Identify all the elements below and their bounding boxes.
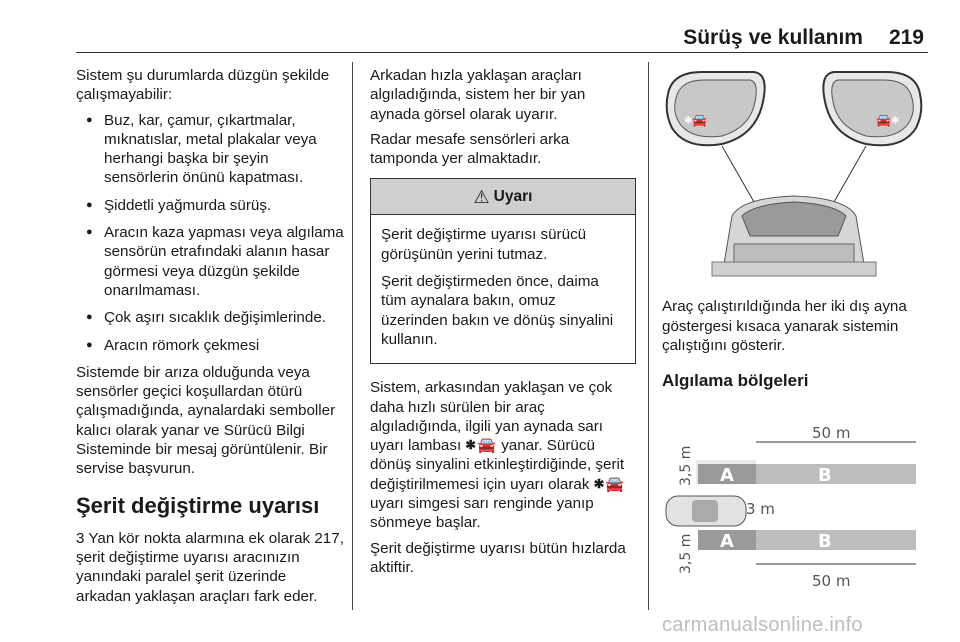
lane-width-bottom: 3,5 m: [678, 534, 694, 575]
figure-caption: Araç çalıştırıldığında her iki dış ayna göstergesi kısaca yanarak sistemin çalıştığını gösterir.: [662, 298, 907, 354]
intro-text: Sistem şu durumlarda düzgün şekilde çalışmayabilir:: [76, 67, 330, 104]
lane-width-top: 3,5 m: [678, 446, 694, 487]
zone-b-bottom: B: [818, 531, 832, 553]
warning-body: [371, 215, 635, 363]
lane-change-warning-icon: 🞷🚘: [465, 437, 497, 455]
warning-text-2: Şerit değiştirmeden önce, daima tüm aynalara bakın, omuz üzerinden bakın ve dönüş sinyalini kullanın.: [381, 273, 614, 348]
list-item: ● Çok aşırı sıcaklık değişimlerinde.: [76, 308, 344, 327]
warning-box: [370, 178, 636, 364]
warning-triangle-icon: ⚠: [473, 186, 490, 207]
warning-header: [371, 179, 635, 215]
gap-label: 3 m: [746, 500, 775, 519]
top-distance-label: 50 m: [812, 424, 851, 443]
reference-arrow-icon: 3: [76, 529, 85, 547]
detection-zones-heading: Algılama bölgeleri: [662, 371, 809, 391]
paragraph-warn-mirror: Arkadan hızla yaklaşan araçları algıladığında, sistem her bir yan aynada görsel olarak uyarır.: [370, 67, 586, 123]
zone-a-bottom: A: [720, 531, 734, 553]
zone-a-top: A: [720, 465, 734, 487]
page-header: [683, 26, 924, 50]
header-rule: [76, 52, 928, 53]
paragraph-speed: Şerit değiştirme uyarısı bütün hızlarda aktiftir.: [370, 539, 626, 576]
warning-title: Uyarı: [493, 188, 533, 206]
list-item: ● Şiddetli yağmurda sürüş.: [76, 196, 344, 215]
column-divider-1: [352, 62, 353, 610]
detection-zones-diagram: [662, 402, 918, 612]
column-2: [370, 66, 636, 583]
bottom-distance-label: 50 m: [812, 572, 851, 591]
zone-b-top: B: [818, 465, 832, 487]
fault-text: Sistemde bir arıza olduğunda veya sensörler geçici koşullardan ötürü çalışmadığında, aynalardaki semboller kalıcı olarak yanar ve Sürücü Bilgi Sisteminde bir mesaj görüntülenir. Bir servise başvurun.: [76, 363, 336, 478]
list-item: ● Aracın kaza yapması veya algılama sensörün etrafındaki alanın hasar görmesi veya düzgün şekilde onarılmaması.: [76, 223, 344, 300]
lca-text: Yan kör nokta alarmına ek olarak 217, şerit değiştirme uyarısı aracınızın yanındaki paralel şerit üzerinde arkadan yaklaşan araçları fark eder.: [76, 529, 344, 605]
list-item: ● Buz, kar, çamur, çıkartmalar, mıknatıslar, metal plakalar veya herhangi başka bir şeyin sensörlerin önünü kapatması.: [76, 111, 344, 188]
lane-change-warning-icon: 🞷🚘: [593, 475, 626, 493]
column-3: [662, 66, 932, 618]
svg-text:🞷🚘: 🞷🚘: [684, 113, 708, 127]
page-number: 219: [888, 26, 924, 49]
limitations-list: [76, 111, 344, 355]
list-item: ● Aracın römork çekmesi: [76, 336, 344, 355]
watermark: carmanualsonline.info: [662, 614, 863, 636]
mirror-indicator-illustration: [662, 66, 926, 278]
lca-intro: [76, 529, 344, 606]
section-heading: Şerit değiştirme uyarısı: [76, 492, 320, 518]
column-divider-2: [648, 62, 649, 610]
column-1: [76, 66, 344, 612]
section-title: Sürüş ve kullanım: [683, 26, 863, 49]
svg-text:🚘🞷: 🚘🞷: [876, 113, 900, 127]
paragraph-detection: Sistem, arkasından yaklaşan ve çok daha hızlı sürülen bir araç algıladığında, ilgili yan aynada sarı uyarı lambası 🞷🚘 yanar. Sürücü dönüş sinyalini etkinleştirdiğinde, şerit değiştirilmemesi için uyarı olarak 🞷🚘 uyarı simgesi sarı renginde yanıp sönmeye başlar.: [370, 379, 626, 532]
warning-text-1: Şerit değiştirme uyarısı sürücü görüşünün yerini tutmaz.: [381, 226, 587, 263]
paragraph-sensors: Radar mesafe sensörleri arka tamponda yer almaktadır.: [370, 130, 570, 168]
